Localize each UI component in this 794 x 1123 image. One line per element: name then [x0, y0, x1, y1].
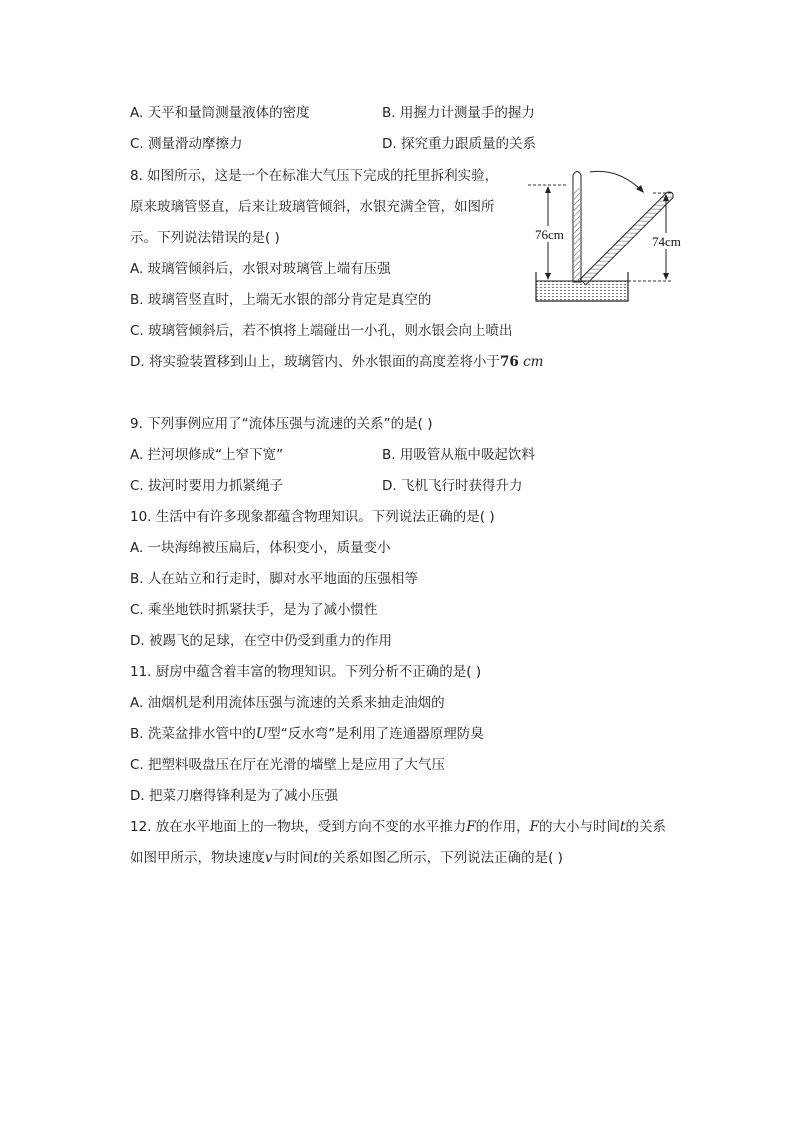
q10-option-a: A. 一块海绵被压扁后，体积变小，质量变小 — [130, 540, 391, 556]
q12-l2-pre: 如图甲所示，物块速度 — [130, 850, 265, 866]
q8-stem-line1: 8. 如图所示，这是一个在标准大气压下完成的托里拆利实验， — [130, 168, 499, 184]
q8-stem-line3: 示。下列说法错误的是( ) — [130, 230, 280, 246]
mercury-basin-fill — [536, 281, 628, 301]
q12-l1-t: t — [620, 819, 626, 835]
q9-option-a: A. 拦河坝修成“上窄下宽” — [130, 447, 284, 463]
q8-option-d-unit: cm — [523, 354, 544, 370]
q12-stem-line1 — [130, 817, 666, 837]
tilt-arrow-curve — [590, 171, 641, 190]
q12-l1-F2: F — [529, 819, 540, 835]
q7-option-a: A. 天平和量筒测量液体的密度 — [130, 105, 310, 121]
right-arrow-down-icon — [663, 273, 669, 280]
q11-option-a: A. 油烟机是利用流体压强与流速的关系来抽走油烟的 — [130, 695, 445, 711]
q7-option-d: D. 探究重力跟质量的关系 — [382, 136, 536, 152]
right-height-label: 74cm — [652, 234, 681, 249]
q7-option-b: B. 用握力计测量手的握力 — [382, 105, 535, 121]
q12-l1-post: 的关系 — [625, 819, 666, 835]
q7-option-c: C. 测量滑动摩擦力 — [130, 136, 243, 152]
q8-option-d-number: 76 — [499, 354, 519, 370]
q8-option-b: B. 玻璃管竖直时，上端无水银的部分肯定是真空的 — [130, 292, 432, 308]
q9-option-c: C. 拔河时要用力抓紧绳子 — [130, 478, 284, 494]
q11-option-c: C. 把塑料吸盘压在厅在光滑的墙壁上是应用了大气压 — [130, 757, 446, 773]
q8-option-c: C. 玻璃管倾斜后，若不慎将上端碰出一小孔，则水银会向上喷出 — [130, 323, 513, 339]
left-arrow-down-icon — [545, 273, 551, 280]
left-height-label: 76cm — [535, 227, 564, 242]
q8-stem-line2: 原来玻璃管竖直，后来让玻璃管倾斜，水银充满全管，如图所 — [130, 199, 495, 215]
q12-l1-pre: 12. 放在水平地面上的一物块，受到方向不变的水平推力 — [130, 819, 467, 835]
q10-stem: 10. 生活中有许多现象都蕴含物理知识。下列说法正确的是( ) — [130, 509, 495, 525]
q11-option-b-pre: B. 洗菜盆排水管中的 — [130, 726, 256, 742]
q12-l2-post: 的关系如图乙所示，下列说法正确的是( ) — [318, 850, 563, 866]
q11-option-b-post: 型“反水弯”是利用了连通器原理防臭 — [267, 726, 484, 742]
q11-stem: 11. 厨房中蕴含着丰富的物理知识。下列分析不正确的是( ) — [130, 664, 482, 680]
q12-l2-v: v — [265, 850, 273, 866]
torricelli-figure — [528, 160, 698, 308]
q8-option-a: A. 玻璃管倾斜后，水银对玻璃管上端有压强 — [130, 261, 391, 277]
q12-l1-mid: 的作用， — [475, 819, 530, 835]
q11-option-b — [130, 724, 484, 744]
left-arrow-up-icon — [545, 186, 551, 193]
q11-option-b-var: U — [255, 726, 268, 742]
q10-option-d: D. 被踢飞的足球，在空中仍受到重力的作用 — [130, 633, 392, 649]
q9-option-b: B. 用吸管从瓶中吸起饮料 — [382, 447, 535, 463]
q10-option-c: C. 乘坐地铁时抓紧扶手，是为了减小惯性 — [130, 602, 378, 618]
q9-option-d: D. 飞机飞行时获得升力 — [382, 478, 523, 494]
q12-l1-mid2: 的大小与时间 — [539, 819, 621, 835]
q10-option-b: B. 人在站立和行走时，脚对水平地面的压强相等 — [130, 571, 418, 587]
q12-l2-mid: 与时间 — [272, 850, 314, 866]
q12-stem-line2 — [130, 848, 563, 868]
q11-option-d: D. 把菜刀磨得锋利是为了减小压强 — [130, 788, 338, 804]
q9-stem: 9. 下列事例应用了“流体压强与流速的关系”的是( ) — [130, 416, 433, 432]
q12-l1-F1: F — [466, 819, 476, 835]
vertical-tube-mercury — [574, 188, 580, 282]
q12-l2-t: t — [313, 850, 319, 866]
q8-option-d-text: D. 将实验装置移到山上，玻璃管内、外水银面的高度差将小于 — [130, 354, 500, 370]
q8-option-d — [130, 352, 543, 372]
